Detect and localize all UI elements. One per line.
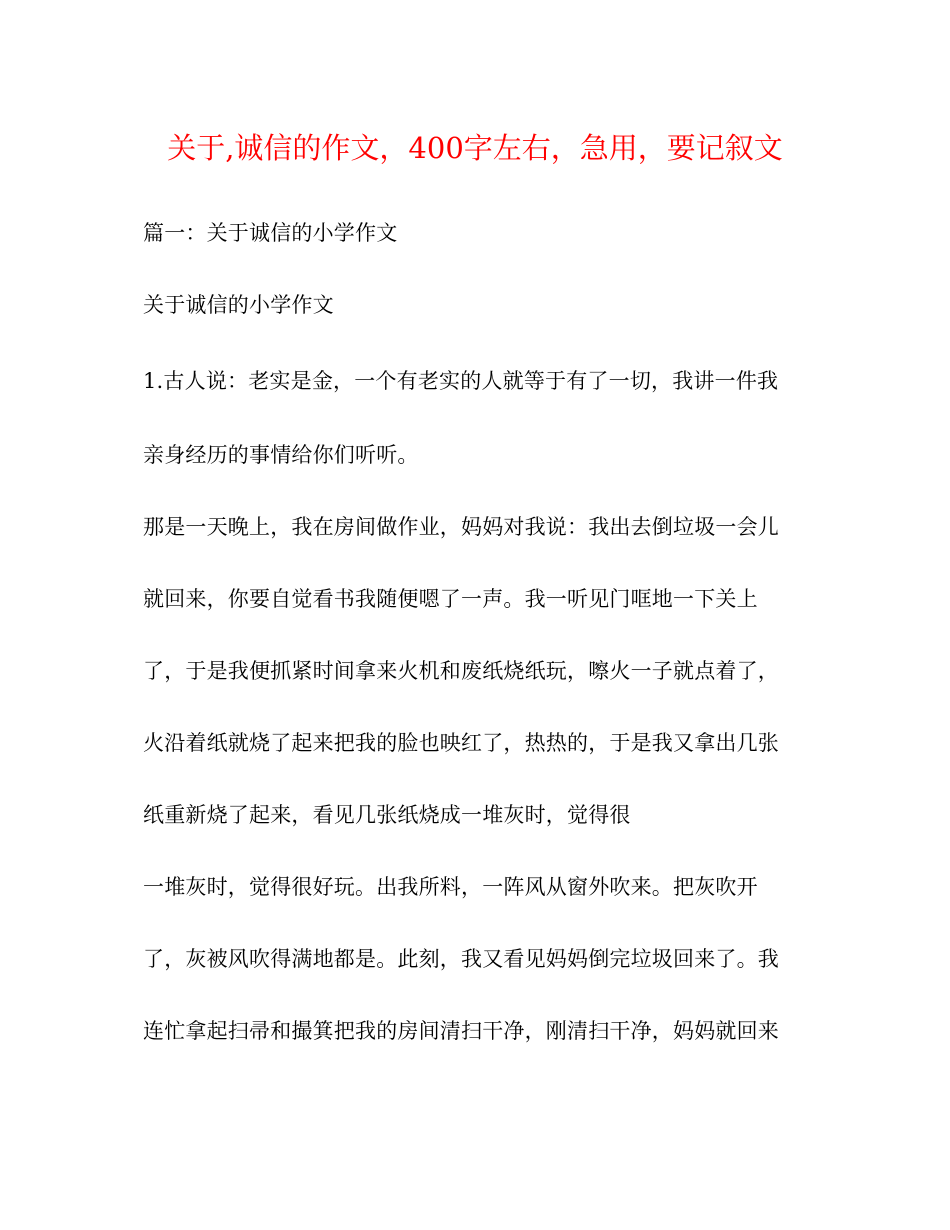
paragraph-line: 纸重新烧了起来，看见几张纸烧成一堆灰时，觉得很 <box>143 803 631 827</box>
paragraph-line: 火沿着纸就烧了起来把我的脸也映红了，热热的，于是我又拿出几张 <box>143 731 779 755</box>
paragraph-line: 一堆灰时，觉得很好玩。出我所料，一阵风从窗外吹来。把灰吹开 <box>143 875 758 899</box>
paragraph-line: 1.古人说：老实是金，一个有老实的人就等于有了一切，我讲一件我 <box>143 369 779 393</box>
paragraph-line: 亲身经历的事情给你们听听。 <box>143 443 419 467</box>
paragraph-line: 就回来，你要自觉看书我随便嗯了一声。我一听见门哐地一下关上 <box>143 587 758 611</box>
paragraph-line: 那是一天晚上，我在房间做作业，妈妈对我说：我出去倒垃圾一会儿 <box>143 515 779 539</box>
document-title: 关于,诚信的作文，400字左右，急用，要记叙文 <box>167 131 783 165</box>
paragraph-line: 连忙拿起扫帚和撮箕把我的房间清扫干净，刚清扫干净，妈妈就回来 <box>143 1019 779 1043</box>
paragraph-line: 了，于是我便抓紧时间拿来火机和废纸烧纸玩，嚓火一子就点着了， <box>143 659 779 683</box>
section-heading: 篇一：关于诚信的小学作文 <box>143 221 398 245</box>
essay-title: 关于诚信的小学作文 <box>143 293 334 317</box>
paragraph-line: 了，灰被风吹得满地都是。此刻，我又看见妈妈倒完垃圾回来了。我 <box>143 947 779 971</box>
